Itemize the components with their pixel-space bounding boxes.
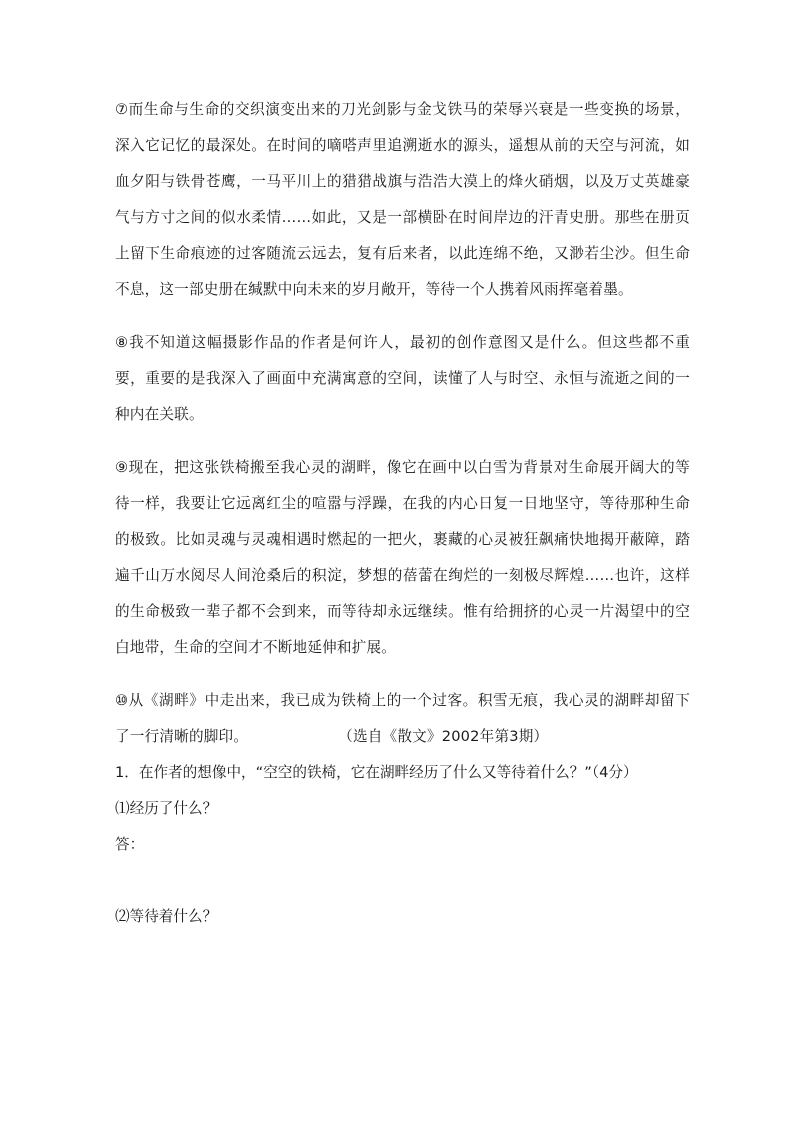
document-body bbox=[115, 92, 690, 935]
sub-question-1: ⑴经历了什么？ bbox=[115, 800, 218, 817]
paragraph-7: ⑦而生命与生命的交织演变出来的刀光剑影与金戈铁马的荣辱兴衰是一些变换的场景，深入它记忆的最深处。在时间的嘀嗒声里追溯逝水的源头，遥想从前的天空与河流，如血夕阳与铁骨苍鹰，一马平川上的猎猎战旗与浩浩大漠上的烽火硝烟，以及万丈英雄豪气与方寸之间的似水柔情……如此，又是一部横卧在时间岸边的汗青史册。那些在册页上留下生命痕迹的过客随流云远去，复有后来者，以此连绵不绝，又渺若尘沙。但生命不息，这一部史册在缄默中向未来的岁月敞开，等待一个人携着风雨挥毫着墨。 bbox=[115, 101, 690, 298]
question-1: 1．在作者的想像中，“空空的铁椅，它在湖畔经历了什么又等待着什么？”（4分） bbox=[115, 764, 638, 781]
answer-space bbox=[115, 863, 690, 899]
paragraph-10 bbox=[115, 683, 690, 755]
paragraph-gap bbox=[115, 308, 690, 325]
paragraph-8: ⑧我不知道这幅摄影作品的作者是何许人，最初的创作意图又是什么。但这些都不重要，重要的是我深入了画面中充满寓意的空间，读懂了人与时空、永恒与流逝之间的一种内在关联。 bbox=[115, 334, 690, 423]
paragraph-10-text: ⑩从《湖畔》中走出来，我已成为铁椅上的一个过客。积雪无痕，我心灵的湖畔却留下了一行清晰的脚印。 bbox=[115, 692, 690, 745]
source-citation: （选自《散文》2002年第3期） bbox=[338, 728, 549, 745]
paragraph-gap bbox=[115, 433, 690, 450]
sub-question-2: ⑵等待着什么？ bbox=[115, 908, 218, 925]
paragraph-9: ⑨现在，把这张铁椅搬至我心灵的湖畔，像它在画中以白雪为背景对生命展开阔大的等待一样，我要让它远离红尘的喧嚣与浮躁，在我的内心日复一日地坚守，等待那种生命的极致。比如灵魂与灵魂相遇时燃起的一把火，裹藏的心灵被狂飙痛快地揭开蔽障，踏遍千山万水阅尽人间沧桑后的积淀，梦想的蓓蕾在绚烂的一刻极尽辉煌……也许，这样的生命极致一辈子都不会到来，而等待却永远继续。惟有给拥挤的心灵一片渴望中的空白地带，生命的空间才不断地延伸和扩展。 bbox=[115, 459, 690, 656]
paragraph-gap bbox=[115, 666, 690, 683]
answer-label: 答： bbox=[115, 836, 145, 853]
